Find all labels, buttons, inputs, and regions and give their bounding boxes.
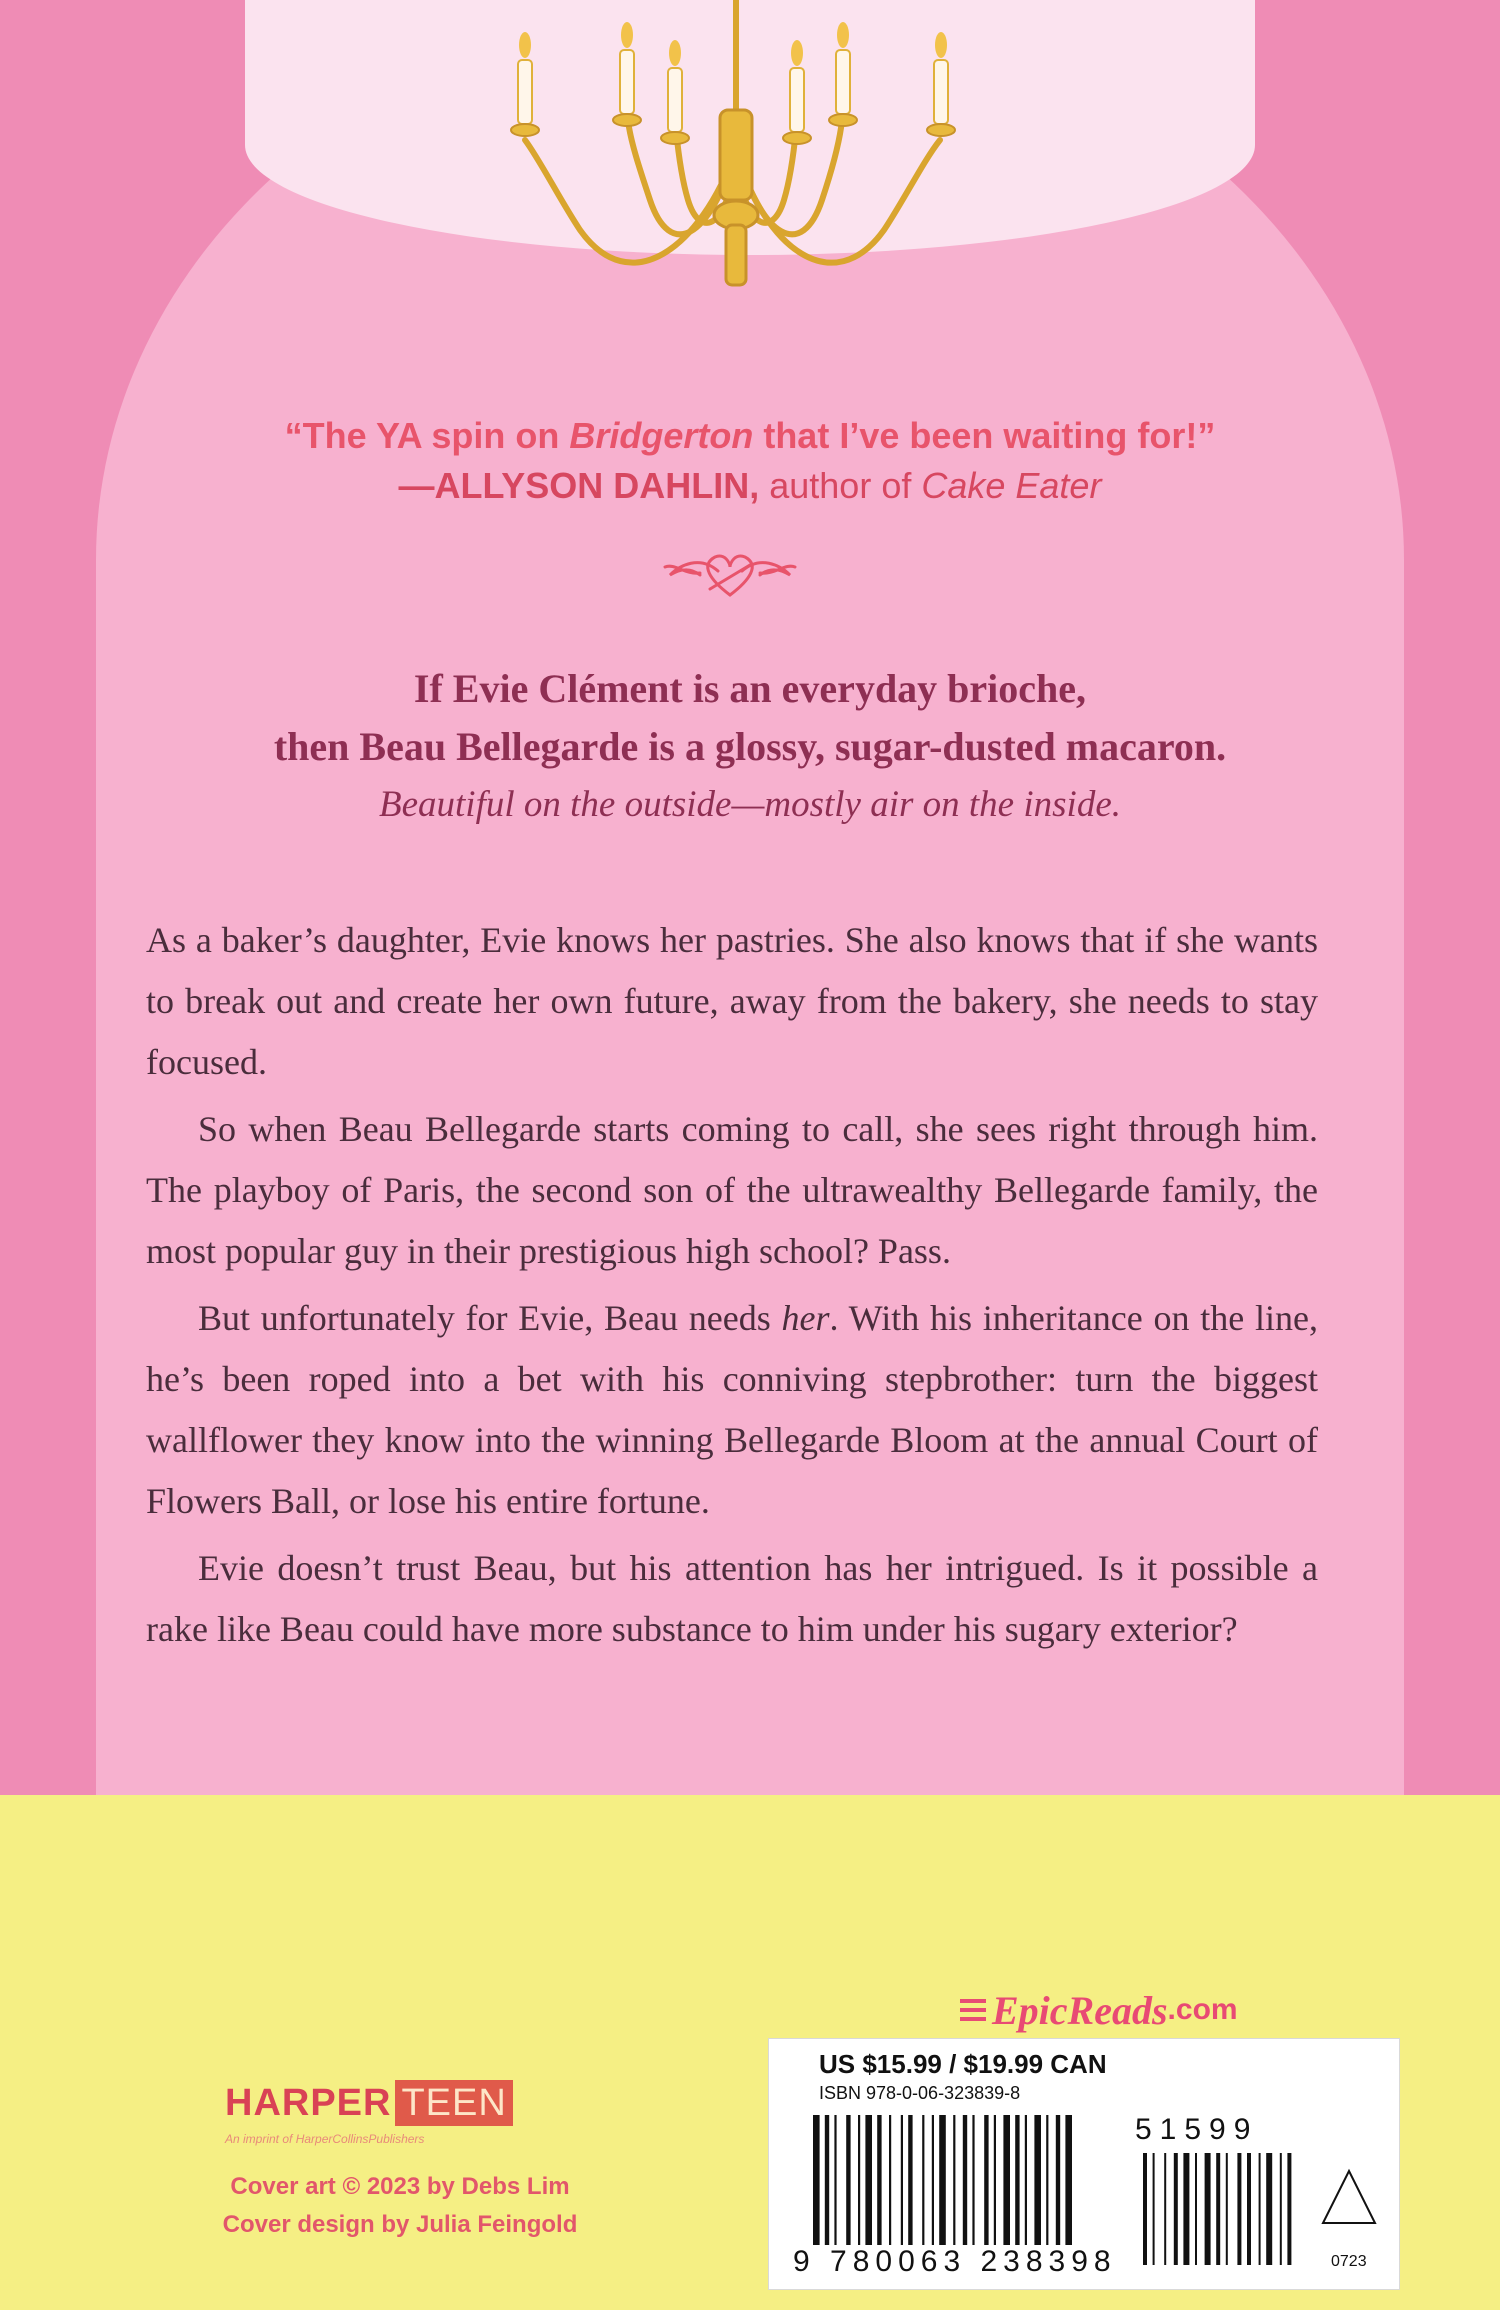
synopsis-paragraph-2: So when Beau Bellegarde starts coming to call, she sees right through him. The playboy of Paris, the second son of the ultrawealthy Bellegarde family, the most popular guy in their prestigious high school? Pass. [146,1109,1318,1271]
tagline-line-1: If Evie Clément is an everyday brioche, [413,666,1087,711]
attribution-book-title: Cake Eater [921,465,1102,506]
barcode-main-digits: 9 780063 238398 [793,2245,1117,2278]
cover-credits [210,2168,590,2244]
synopsis-text: But unfortunately for Evie, Beau needs [198,1298,782,1338]
barcode-sticker [768,2038,1400,2290]
synopsis-emphasis: her [781,1298,830,1338]
quote-part: “The YA spin on [284,415,570,456]
attribution-text: author of [759,465,922,506]
tagline-line-2: then Beau Bellegarde is a glossy, sugar-dusted macaron. [273,724,1227,769]
logo-harper: HARPER [225,2082,392,2124]
barcode-code: 0723 [1331,2253,1367,2270]
isbn-label: ISBN 978-0-06-323839-8 [819,2083,1021,2103]
synopsis-text: . With his inheritance on the line, he’s been roped into a bet with his conniving stepbrother: turn the biggest wallflower they know into the winning Bellegarde Bloom at the annual Court of Flowers Ball, or lose his entire fortune. [146,1298,1318,1521]
synopsis-paragraph-4: Evie doesn’t trust Beau, but his attention has her intrigued. Is it possible a rake like Beau could have more substance to him under his sugary exterior? [146,1548,1318,1649]
publisher-logo [225,2080,585,2146]
website-name: EpicReads [992,1987,1168,2033]
synopsis-paragraph-3 [146,1288,1318,1532]
website-suffix: .com [1167,1993,1238,2026]
logo-teen: TEEN [395,2080,512,2126]
tagline-line-3: Beautiful on the outside—mostly air on the inside. [379,784,1121,825]
quote-text [0,410,1500,462]
quote-attribution [0,462,1500,510]
imprint-line: An imprint of HarperCollinsPublishers [225,2132,425,2146]
epicreads-lines-icon [960,1999,986,2021]
tagline [0,660,1500,834]
synopsis-paragraph-1: As a baker’s daughter, Evie knows her pastries. She also knows that if she wants to break out and create her own future, away from the bakery, she needs to stay focused. [146,920,1318,1082]
triangle-icon [1319,2167,1379,2227]
synopsis [146,910,1318,1666]
epicreads-logo[interactable] [960,1985,1238,2035]
cover-art-credit: Cover art © 2023 by Debs Lim [230,2173,570,2200]
chandelier-illustration [500,0,1000,400]
barcode-addon-digits: 51599 [1135,2113,1259,2146]
heart-flourish-icon [660,545,800,605]
price-label: US $15.99 / $19.99 CAN [819,2049,1107,2079]
harperteen-logo [225,2080,585,2126]
review-quote [0,410,1500,510]
cover-design-credit: Cover design by Julia Feingold [222,2211,578,2238]
quote-part: that I’ve been waiting for!” [753,415,1216,456]
attribution-name: —ALLYSON DAHLIN, [398,465,760,506]
quote-title: Bridgerton [569,415,754,456]
